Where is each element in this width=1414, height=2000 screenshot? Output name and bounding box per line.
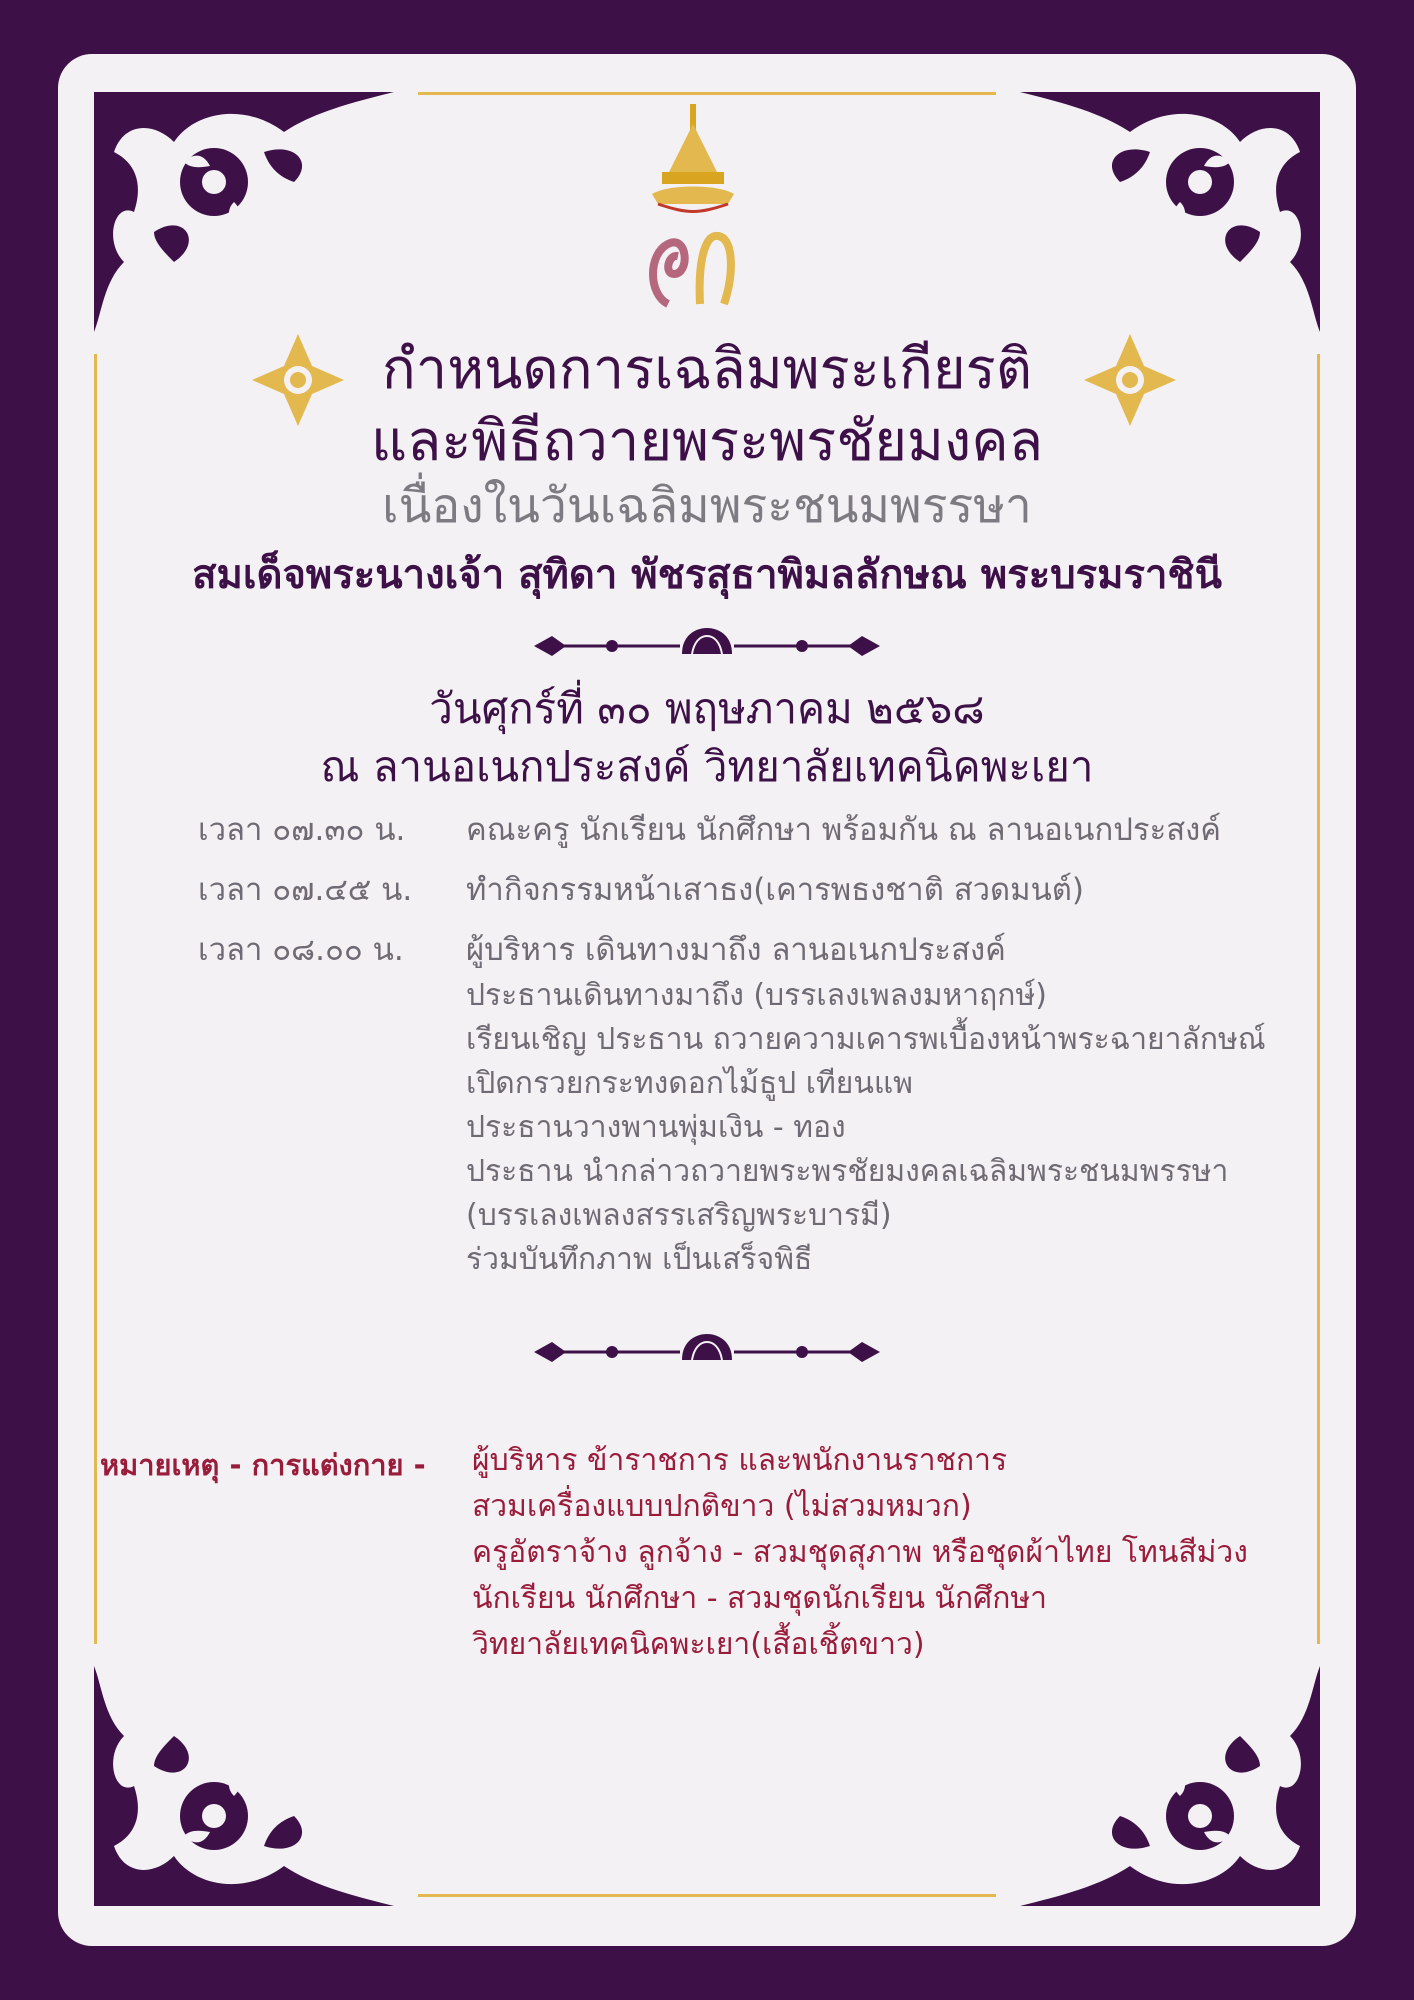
gold-border-top <box>418 92 996 95</box>
ceremony-step: ประธานวางพานพุ่มเงิน - ทอง <box>466 1110 846 1145</box>
dress-code-line: นักเรียน นักศึกษา - สวมชุดนักเรียน นักศึกษา <box>472 1581 1047 1616</box>
schedule-desc: คณะครู นักเรียน นักศึกษา พร้อมกัน ณ ลานอเนกประสงค์ <box>466 812 1222 848</box>
ceremony-step: เปิดกรวยกระทงดอกไม้ธูป เทียนแพ <box>466 1066 913 1101</box>
lotus-divider-icon <box>532 1330 882 1374</box>
title-line-3: เนื่องในวันเฉลิมพระชนมพรรษา <box>382 478 1032 534</box>
corner-floral-ornament-icon <box>1020 92 1320 332</box>
dress-code-label: หมายเหตุ - การแต่งกาย - <box>100 1448 426 1482</box>
event-date: วันศุกร์ที่ ๓๐ พฤษภาคม ๒๕๖๘ <box>429 684 985 733</box>
schedule-row <box>198 856 1338 916</box>
schedule-list <box>198 796 1338 976</box>
schedule-row <box>198 796 1338 856</box>
schedule-desc: ผู้บริหาร เดินทางมาถึง ลานอเนกประสงค์ <box>466 932 1006 968</box>
corner-floral-ornament-icon <box>94 92 394 332</box>
dress-code-line: ครูอัตราจ้าง ลูกจ้าง - สวมชุดสุภาพ หรือชุดผ้าไทย โทนสีม่วง <box>472 1535 1248 1570</box>
dress-code-line: วิทยาลัยเทคนิคพะเยา(เสื้อเชิ้ตขาว) <box>472 1627 925 1662</box>
schedule-time: เวลา ๐๗.๔๕ น. <box>198 872 413 908</box>
title-line-2: และพิธีถวายพระพรชัยมงคล <box>370 409 1044 474</box>
dress-code-notes <box>472 1438 1352 1668</box>
ceremony-step: ประธานเดินทางมาถึง (บรรเลงเพลงมหาฤกษ์) <box>466 978 1047 1013</box>
invitation-card <box>58 54 1356 1946</box>
ceremony-step: ร่วมบันทึกภาพ เป็นเสร็จพิธี <box>466 1242 813 1277</box>
title-line-1: กำหนดการเฉลิมพระเกียรติ <box>381 337 1033 402</box>
lotus-divider-icon <box>532 624 882 668</box>
queen-name: สมเด็จพระนางเจ้า สุทิดา พัชรสุธาพิมลลักษณ พระบรมราชินี <box>192 552 1222 598</box>
royal-emblem-icon <box>638 104 748 324</box>
schedule-row <box>198 916 1338 976</box>
schedule-desc: ทำกิจกรรมหน้าเสาธง(เคารพธงชาติ สวดมนต์) <box>466 872 1085 908</box>
event-venue: ณ ลานอเนกประสงค์ วิทยาลัยเทคนิคพะเยา <box>320 742 1094 791</box>
ceremony-step: เรียนเชิญ ประธาน ถวายความเคารพเบื้องหน้าพระฉายาลักษณ์ <box>466 1022 1266 1057</box>
ceremony-steps <box>466 974 1346 1282</box>
corner-floral-ornament-icon <box>1020 1666 1320 1906</box>
corner-floral-ornament-icon <box>94 1666 394 1906</box>
dress-code-line: ผู้บริหาร ข้าราชการ และพนักงานราชการ <box>472 1443 1008 1478</box>
gold-border-bottom <box>418 1894 996 1897</box>
ceremony-step: (บรรเลงเพลงสรรเสริญพระบารมี) <box>466 1198 892 1233</box>
ceremony-step: ประธาน นำกล่าวถวายพระพรชัยมงคลเฉลิมพระชนมพรรษา <box>466 1154 1229 1189</box>
dress-code-line: สวมเครื่องแบบปกติขาว (ไม่สวมหมวก) <box>472 1489 972 1524</box>
schedule-time: เวลา ๐๘.๐๐ น. <box>198 932 404 968</box>
schedule-time: เวลา ๐๗.๓๐ น. <box>198 812 406 848</box>
